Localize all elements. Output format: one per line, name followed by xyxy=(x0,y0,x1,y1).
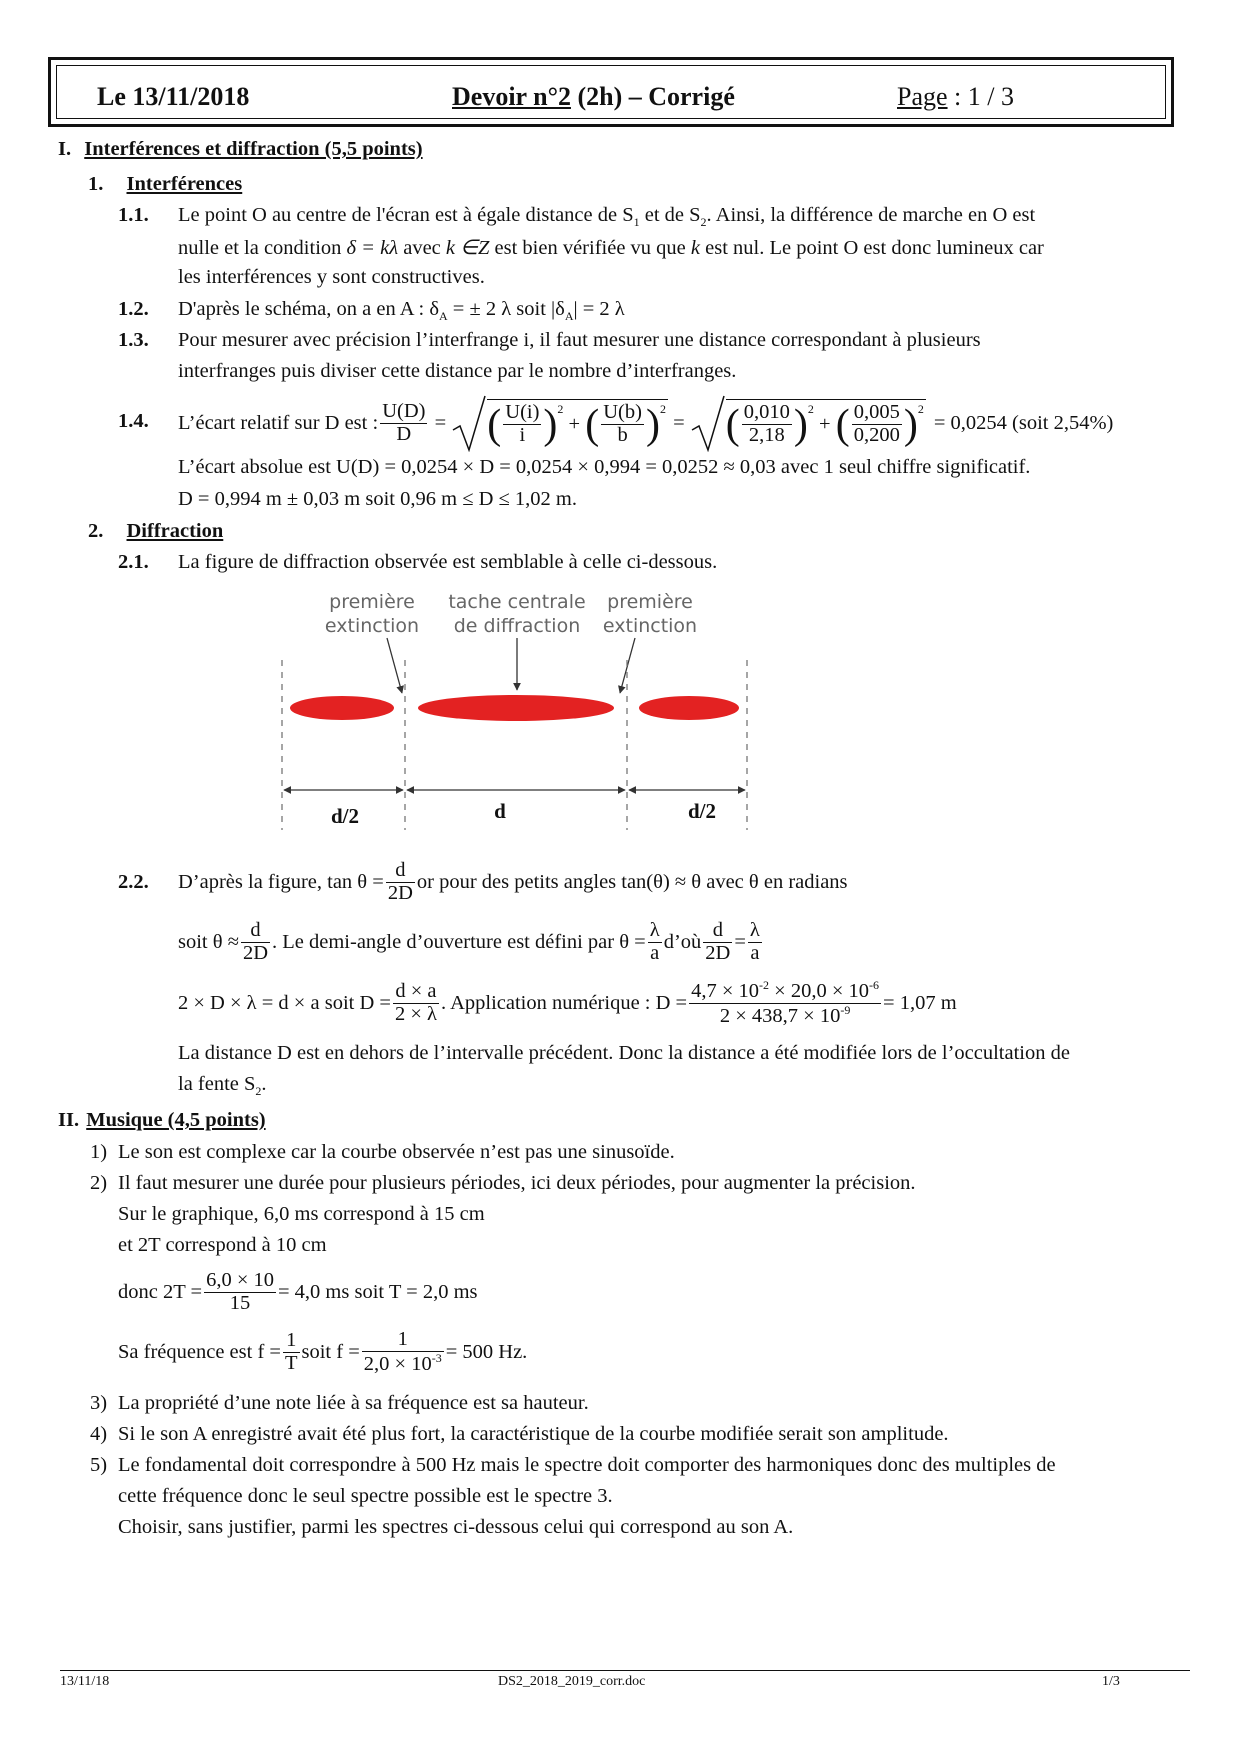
footer-filename: DS2_2018_2019_corr.doc xyxy=(498,1674,646,1689)
q11-l2-g: est nul. Le point O est donc lumineux car xyxy=(700,237,1044,259)
header-title xyxy=(452,82,735,112)
q22-l1a: D’après la figure, tan θ = xyxy=(178,870,384,893)
dim-label-left: d/2 xyxy=(330,804,360,828)
q22-frac-6 xyxy=(393,981,439,1025)
q14-equation: L’écart relatif sur D est : $\frac{U(D)}{D}$ = ( $\frac{U(i)}{i}$ ) $^2$ + ( $\frac{U(b)}{b}$ ) $^2$ = ( $\frac{0,010}{2,18}$ ) $^2$ + ( $\frac{0,005}{0,200}$ ) $^2$ = 0,0254 (soit 2,54%) xyxy=(178,393,1113,453)
q22-line-4: La distance D est en dehors de l’intervalle précédent. Donc la distance a été modifiée lors de l’occultation de xyxy=(178,1042,1070,1064)
header-title-main: Devoir n°2 xyxy=(452,82,571,111)
q22-f6n: d × a xyxy=(393,981,439,1004)
q13-line-1: Pour mesurer avec précision l’interfrange i, il faut mesurer une distance correspondant à plusieurs xyxy=(178,329,981,351)
label-left-2: extinction xyxy=(324,615,420,637)
s2-item-3-num: 3) xyxy=(90,1392,108,1414)
header-box xyxy=(48,57,1174,127)
q22-l2d: = xyxy=(734,930,746,953)
q14-line-3: D = 0,994 m ± 0,03 m soit 0,96 m ≤ D ≤ 1,02 m. xyxy=(178,488,577,510)
s2-item-2-line-3: et 2T correspond à 10 cm xyxy=(118,1234,327,1256)
q11-set: k ∈Z xyxy=(445,237,490,259)
q14-f3d: b xyxy=(617,424,628,446)
q13-line-2: interfranges puis diviser cette distance par le nombre d’interfranges. xyxy=(178,360,737,382)
subsection-2-num: 2. xyxy=(88,520,104,542)
q12-sub-a: A xyxy=(439,309,448,324)
q22-frac-1 xyxy=(386,860,415,904)
q14-f4n: 0,010 xyxy=(743,401,790,424)
q14-frac-num2 xyxy=(852,402,902,446)
s2-frac-2 xyxy=(283,1330,300,1374)
q14-f1d: D xyxy=(396,422,412,445)
q14-f5d: 0,200 xyxy=(853,424,900,446)
s2-frac-3 xyxy=(362,1329,444,1375)
q21-text: La figure de diffraction observée est semblable à celle ci-dessous. xyxy=(178,551,718,573)
q22-f1d: 2D xyxy=(387,881,413,904)
q11-condition: δ = kλ xyxy=(346,237,399,259)
section-2-heading xyxy=(58,1109,266,1132)
q22-l2c: d’où xyxy=(663,930,702,953)
q22-f4d: 2D xyxy=(705,941,731,964)
q22-f4n: d xyxy=(703,920,732,943)
q22-line-5 xyxy=(178,1073,267,1099)
q22-f3d: a xyxy=(650,941,660,964)
subsection-1-title: Interférences xyxy=(126,173,243,195)
s2-item-2-line-5 xyxy=(118,1325,527,1379)
q14-f2d: i xyxy=(519,424,526,446)
label-mid-2: de diffraction xyxy=(453,615,581,637)
q12-text-c: | = 2 λ xyxy=(573,298,625,320)
q21-num: 2.1. xyxy=(118,551,149,573)
q12-text-a: D'après le schéma, on a en A : δ xyxy=(178,298,439,320)
header-page-label: Page xyxy=(897,82,948,111)
q14-frac-ud xyxy=(380,401,427,445)
section-1-heading xyxy=(58,138,423,161)
q14-f1n: U(D) xyxy=(382,399,426,422)
q14-frac-ui xyxy=(503,402,541,446)
q14-frac-ub xyxy=(601,402,644,446)
section-2-num: II. xyxy=(58,1109,80,1131)
s2-item-5-line-2: cette fréquence donc le seul spectre possible est le spectre 3. xyxy=(118,1485,613,1507)
q22-f7d xyxy=(689,1004,881,1027)
s2-f2d: T xyxy=(284,1351,298,1374)
q22-line-2 xyxy=(178,915,764,969)
q22-l5-sub: 2 xyxy=(255,1084,262,1099)
q12-num: 1.2. xyxy=(118,298,149,320)
q13-num: 1.3. xyxy=(118,329,149,351)
subsection-2-title: Diffraction xyxy=(126,520,224,542)
arrow-left-extinction xyxy=(387,638,402,693)
q22-frac-4 xyxy=(703,920,732,964)
q14-f2n: U(i) xyxy=(505,401,540,424)
spot-right xyxy=(639,696,739,720)
q14-result: = 0,0254 (soit 2,54%) xyxy=(933,411,1114,434)
q14-f4d: 2,18 xyxy=(748,424,785,446)
s2-i2-l5a: Sa fréquence est f = xyxy=(118,1340,281,1363)
q22-l2a: soit θ ≈ xyxy=(178,930,239,953)
q22-l5a: la fente S xyxy=(178,1073,256,1095)
s2-item-5-line-3: Choisir, sans justifier, parmi les spectres ci-dessous celui qui correspond au son A. xyxy=(118,1516,794,1538)
q22-l3b: . Application numérique : D = xyxy=(440,991,688,1014)
q22-frac-5 xyxy=(748,920,762,964)
q22-l1b: or pour des petits angles tan(θ) ≈ θ avec θ en radians xyxy=(416,870,848,893)
q14-sqrt-body-2: ( $\frac{0,010}{2,18}$ ) $^2$ + ( $\frac{0,005}{0,200}$ ) $^2$ xyxy=(725,401,924,448)
s2-frac-1 xyxy=(204,1270,276,1314)
s2-i2-l5c: = 500 Hz. xyxy=(445,1340,528,1363)
s2-item-2-num: 2) xyxy=(90,1172,108,1194)
s2-item-2-line-4 xyxy=(118,1265,478,1319)
footer-rule xyxy=(60,1670,1190,1671)
sqrt-icon xyxy=(690,394,726,452)
s2-i2-l5b: soit f = xyxy=(301,1340,360,1363)
header-page xyxy=(897,82,1014,112)
q22-frac-7 xyxy=(689,979,881,1027)
q22-frac-3 xyxy=(648,920,662,964)
section-2-title: Musique (4,5 points) xyxy=(86,1109,266,1131)
q11-l2-c: avec xyxy=(398,237,446,259)
s2-f2n: 1 xyxy=(283,1330,300,1353)
q22-f1n: d xyxy=(386,860,415,883)
s2-item-4-text: Si le son A enregistré avait été plus fort, la caractéristique de la courbe modifiée serait son amplitude. xyxy=(118,1423,949,1445)
q11-line-2 xyxy=(178,235,1044,260)
q22-f3n: λ xyxy=(649,918,660,941)
s2-item-1-num: 1) xyxy=(90,1141,108,1163)
q22-f6d: 2 × λ xyxy=(394,1002,437,1025)
q22-f7n-a: 4,7 × 10 xyxy=(691,979,760,1002)
s2-i2-l4b: = 4,0 ms soit T = 2,0 ms xyxy=(278,1280,478,1303)
q14-frac-num1 xyxy=(742,402,792,446)
diffraction-figure xyxy=(270,580,770,840)
q11-l2-a: nulle et la condition xyxy=(178,237,347,259)
footer-date: 13/11/18 xyxy=(60,1674,110,1689)
subsection-1-heading xyxy=(88,173,242,196)
q22-f2n: d xyxy=(241,920,270,943)
s2-item-4-num: 4) xyxy=(90,1423,108,1445)
q11-text-a: Le point O au centre de l'écran est à égale distance de S xyxy=(178,204,634,226)
q22-frac-2 xyxy=(241,920,270,964)
q12-text-b: = ± 2 λ soit |δ xyxy=(447,298,565,320)
s2-item-2-line-2: Sur le graphique, 6,0 ms correspond à 15 cm xyxy=(118,1203,485,1225)
label-right-1: première xyxy=(607,591,693,613)
s2-f3n: 1 xyxy=(362,1329,444,1352)
spot-central xyxy=(418,695,614,721)
subsection-2-heading xyxy=(88,520,223,543)
q11-text-c: . Ainsi, la différence de marche en O est xyxy=(706,204,1036,226)
label-right-2: extinction xyxy=(602,615,698,637)
q12-sub-b: A xyxy=(564,309,574,324)
q11-text-b: et de S xyxy=(639,204,701,226)
q22-l2b: . Le demi-angle d’ouverture est défini par θ = xyxy=(272,930,646,953)
label-mid-1: tache centrale xyxy=(448,591,586,613)
q12-line xyxy=(178,298,625,324)
q11-k: k xyxy=(690,237,701,259)
q14-f3n: U(b) xyxy=(603,401,642,424)
q22-num: 2.2. xyxy=(118,871,149,893)
s2-f1n: 6,0 × 10 xyxy=(206,1268,274,1291)
s2-f3d-a: 2,0 × 10 xyxy=(363,1352,432,1375)
header-date: Le 13/11/2018 xyxy=(97,82,250,111)
q14-num: 1.4. xyxy=(118,410,149,432)
q22-line-3 xyxy=(178,976,957,1030)
q22-f7n-e1: -2 xyxy=(759,978,770,993)
subsection-1-num: 1. xyxy=(88,173,104,195)
q22-line-1 xyxy=(178,855,848,909)
s2-item-1-text: Le son est complexe car la courbe observée n’est pas une sinusoïde. xyxy=(118,1141,675,1163)
s2-i2-l4a: donc 2T = xyxy=(118,1280,203,1303)
q22-f5n: λ xyxy=(749,918,760,941)
label-left-1: première xyxy=(329,591,415,613)
spot-left xyxy=(290,696,394,720)
header-inner-border xyxy=(56,65,1166,119)
section-1-title: Interférences et diffraction (5,5 points) xyxy=(84,138,423,160)
s2-item-5-line-1: Le fondamental doit correspondre à 500 Hz mais le spectre doit comporter des harmoniques donc des multiples de xyxy=(118,1454,1056,1476)
q14-sqrt-body-1: ( $\frac{U(i)}{i}$ ) $^2$ + ( $\frac{U(b)}{b}$ ) $^2$ xyxy=(487,401,666,448)
q22-f2d: 2D xyxy=(242,941,269,964)
q22-f5d: a xyxy=(750,941,760,964)
s2-f3d xyxy=(362,1352,444,1375)
q14-line-2: L’écart absolue est U(D) = 0,0254 × D = 0,0254 × 0,994 = 0,0252 ≈ 0,03 avec 1 seul chiffre significatif. xyxy=(178,456,1031,478)
q14-f5n: 0,005 xyxy=(853,401,900,424)
s2-item-2-line-1: Il faut mesurer une durée pour plusieurs périodes, ici deux périodes, pour augmenter la précision. xyxy=(118,1172,916,1194)
footer-page: 1/3 xyxy=(1102,1674,1120,1689)
q22-l3c: = 1,07 m xyxy=(883,991,957,1014)
s2-item-3-text: La propriété d’une note liée à sa fréquence est sa hauteur. xyxy=(118,1392,589,1414)
dim-label-mid: d xyxy=(494,799,506,823)
q22-f7n-b: × 20,0 × 10 xyxy=(769,979,870,1002)
q22-f7n-e2: -6 xyxy=(869,978,880,993)
header-page-value: : 1 / 3 xyxy=(947,82,1014,111)
q11-l2-e: est bien vérifiée vu que xyxy=(489,237,691,259)
q11-line-3: les interférences y sont constructives. xyxy=(178,266,485,288)
s2-f3d-e: -3 xyxy=(431,1350,442,1365)
sqrt-icon xyxy=(451,394,487,452)
section-1-num: I. xyxy=(58,138,72,160)
q11-line-1: Le point O au centre de l'écran est à égale distance de $S_1$ et de $S_2$. Ainsi, la différence de marche en O est xyxy=(178,204,1036,230)
s2-f1d: 15 xyxy=(229,1291,251,1314)
q14-lead: L’écart relatif sur D est : xyxy=(178,411,379,434)
dim-label-right: d/2 xyxy=(687,799,717,823)
q22-f7n xyxy=(689,979,881,1003)
q22-f7d-e: -9 xyxy=(840,1002,851,1017)
header-title-rest: (2h) – Corrigé xyxy=(570,82,735,111)
q22-l3a: 2 × D × λ = d × a soit D = xyxy=(178,991,391,1014)
s2-item-5-num: 5) xyxy=(90,1454,108,1476)
q11-num: 1.1. xyxy=(118,204,149,226)
q22-l5b: . xyxy=(261,1073,267,1095)
q22-f7d-a: 2 × 438,7 × 10 xyxy=(719,1004,841,1027)
